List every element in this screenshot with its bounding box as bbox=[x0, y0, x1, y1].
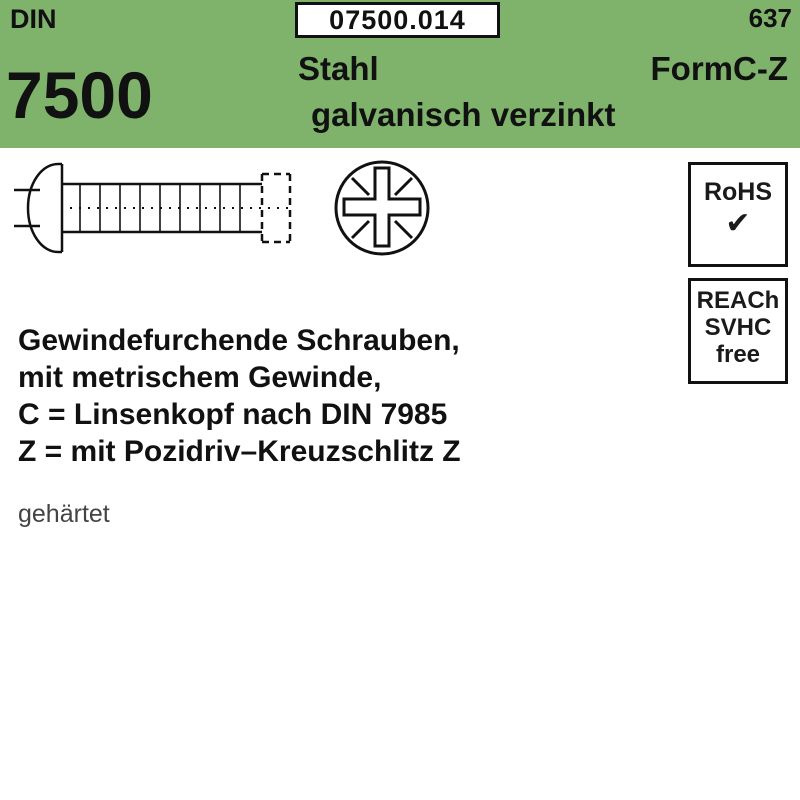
hardening-note: gehärtet bbox=[18, 500, 110, 528]
head-code-key: C bbox=[18, 398, 40, 431]
head-code-text: = Linsenkopf nach DIN 7985 bbox=[48, 398, 448, 431]
reach-label: REACh bbox=[696, 287, 780, 314]
article-number-box bbox=[295, 2, 500, 38]
pozidriv-cross-recess bbox=[336, 162, 428, 254]
technical-drawing bbox=[0, 150, 680, 290]
rohs-badge bbox=[688, 162, 788, 267]
description-line-2: mit metrischem Gewinde, bbox=[18, 361, 382, 394]
reach-badge bbox=[688, 278, 788, 384]
description-line-1: Gewindefurchende Schrauben, bbox=[18, 324, 460, 357]
article-number-text: 07500.014 bbox=[329, 5, 466, 35]
drawing-svg bbox=[0, 150, 680, 290]
drive-code-text: = mit Pozidriv–Kreuzschlitz Z bbox=[44, 435, 461, 468]
standard-number-title: 7500 bbox=[6, 58, 153, 132]
header-band bbox=[0, 0, 800, 148]
free-label: free bbox=[715, 341, 761, 368]
corner-code-label: 637 bbox=[748, 3, 792, 33]
coating-label: galvanisch verzinkt bbox=[311, 96, 616, 133]
description-line-3 bbox=[18, 396, 668, 433]
screw-side-view bbox=[14, 164, 290, 252]
drive-code-key: Z bbox=[18, 435, 37, 468]
rohs-label: RoHS bbox=[703, 178, 773, 206]
form-label: FormC-Z bbox=[650, 50, 788, 87]
description-line-4 bbox=[18, 433, 668, 470]
product-description bbox=[18, 322, 668, 470]
check-icon: ✔ bbox=[725, 207, 751, 240]
material-label: Stahl bbox=[298, 50, 379, 87]
svhc-label: SVHC bbox=[704, 314, 772, 341]
standard-prefix-label: DIN bbox=[10, 4, 57, 34]
